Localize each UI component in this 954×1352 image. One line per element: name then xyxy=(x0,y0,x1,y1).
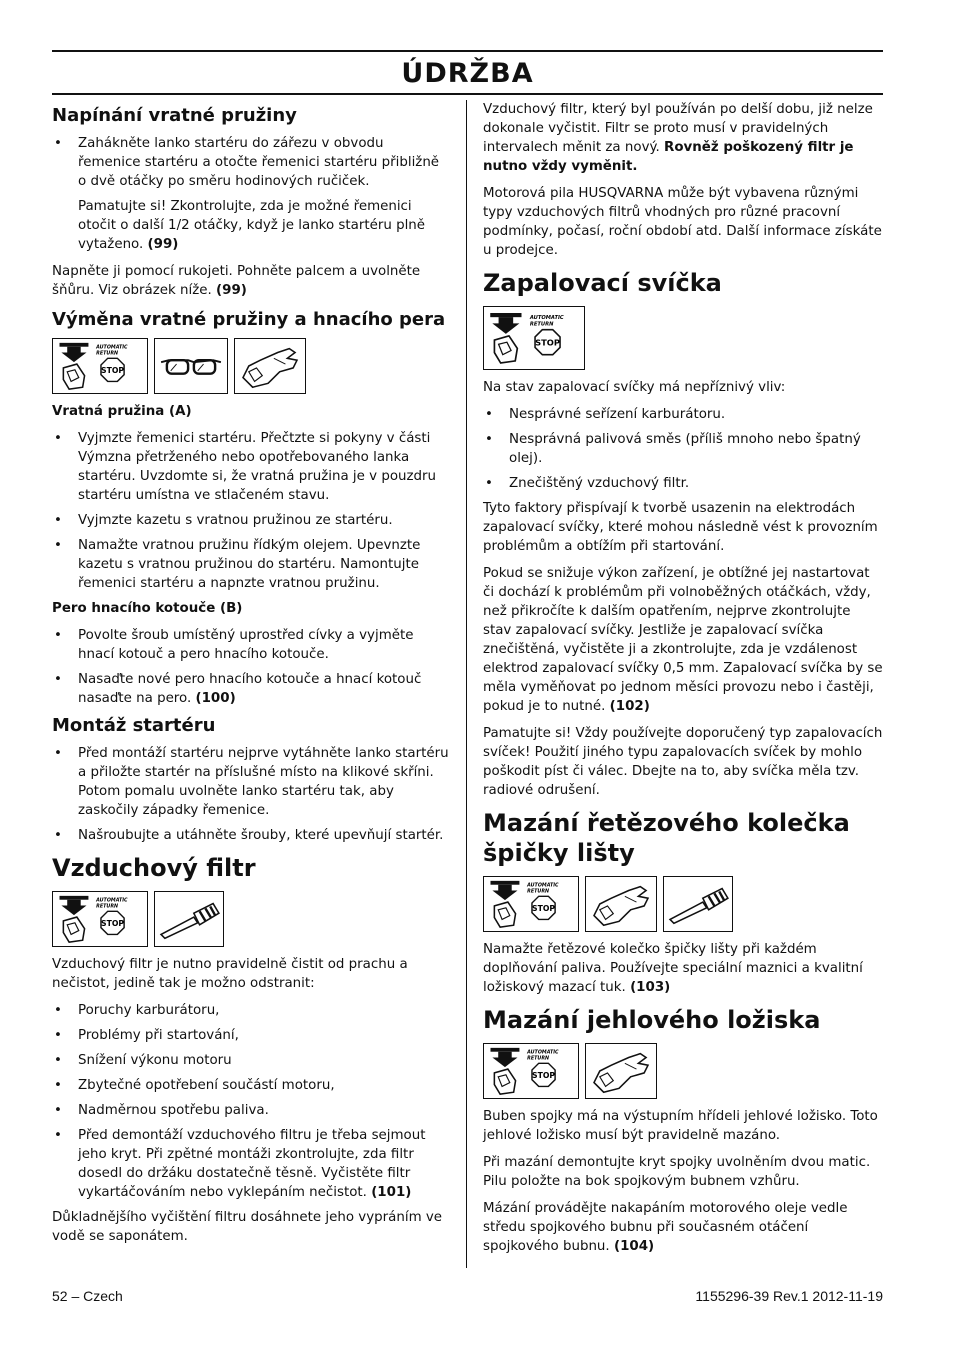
bullet-list xyxy=(52,1001,450,1202)
paragraph: Tyto faktory přispívají k tvorbě usazenin na elektrodách zapalovací svíčky, které mohou následně vést k provozním problémům a obtížím při startování. xyxy=(483,501,878,554)
symbol-row xyxy=(52,338,450,394)
icon-text: STOP xyxy=(535,337,560,348)
list-item xyxy=(52,670,450,708)
glove-icon xyxy=(234,338,306,394)
icon-text: RETURN xyxy=(529,321,554,328)
brush-icon xyxy=(663,876,733,932)
figure-ref: (103) xyxy=(630,980,671,995)
page-title: ÚDRŽBA xyxy=(401,58,534,89)
list-item: • Zahákněte lanko startéru do zářezu v obvodu řemenice startéru a otočte řemenici startéru přibližně o dvě otáčky po směru hodinových ručiček. xyxy=(52,134,450,191)
paragraph xyxy=(483,100,883,176)
note-paragraph xyxy=(52,197,450,254)
symbol-row xyxy=(52,891,450,947)
icon-text: RETURN xyxy=(96,904,119,910)
section-heading: Mazání jehlového ložiska xyxy=(483,1006,821,1034)
goggles-icon xyxy=(154,338,228,394)
title-rule-top xyxy=(52,50,883,52)
section-heading: Výměna vratné pružiny a hnacího pera xyxy=(52,309,446,330)
icon-text: AUTOMATIC xyxy=(527,883,559,889)
figure-ref: (101) xyxy=(371,1185,412,1200)
icon-text: STOP xyxy=(101,918,125,928)
icon-text: AUTOMATIC xyxy=(96,345,128,351)
column-divider xyxy=(466,100,467,1268)
list-item xyxy=(52,1126,450,1202)
icon-text: RETURN xyxy=(527,1056,550,1062)
list-item-text: Před demontáží vzduchového filtru je třeba sejmout jeho kryt. Při zpětné montáži zkontrolujte, zda filtr dosedl do držáku dostatečně těsně. Vyčistěte filtr vykartáčováním nebo vyklepáním nečistot. xyxy=(78,1128,426,1200)
bullet-list xyxy=(52,134,450,191)
paragraph xyxy=(483,564,883,716)
page-number: 52 – Czech xyxy=(52,1288,123,1304)
list-item: • Vyjmzte řemenici startéru. Přečtzte si pokyny v části Výmzna přetrženého nebo opotřebovaného lanka startéru. Uvzdomte si, že vratná pružina je v pouzdru startéru umístna ve stlačeném stavu. xyxy=(52,429,450,505)
icon-text: AUTOMATIC xyxy=(527,1050,559,1056)
figure-ref: (102) xyxy=(609,699,650,714)
symbol-row xyxy=(483,1043,883,1099)
subsection-heading: Pero hnacího kotouče (B) xyxy=(52,601,243,616)
glove-icon xyxy=(585,1043,657,1099)
bullet-list xyxy=(483,405,883,493)
list-item: • Našroubujte a utáhněte šrouby, které upevňují startér. xyxy=(52,826,450,845)
section-heading: Vzduchový filtr xyxy=(52,854,256,882)
list-item: • Nesprávná palivová směs (příliš mnoho nebo špatný olej). xyxy=(483,430,883,468)
symbol-row xyxy=(483,876,883,932)
icon-text: AUTOMATIC xyxy=(529,315,564,322)
subsection-heading: Vratná pružina (A) xyxy=(52,404,192,419)
paragraph xyxy=(483,940,883,997)
paragraph: Motorová pila HUSQVARNA může být vybavena různými typy vzduchových filtrů vhodných pro různé pracovní podmínky, počasí, roční období atd. Další informace získáte u prodejce. xyxy=(483,186,882,258)
list-item: • Namažte vratnou pružinu řídkým olejem. Upevnzte kazetu s vratnou pružinou do startéru. Namontujte řemenici startéru a napnzte vratnou pružinu. xyxy=(52,536,450,593)
icon-text: STOP xyxy=(532,1070,556,1080)
list-item: • Zbytečné opotřebení součástí motoru, xyxy=(52,1076,450,1095)
paragraph xyxy=(52,262,450,300)
paragraph xyxy=(483,1199,883,1256)
list-item: • Nesprávné seřízení karburátoru. xyxy=(483,405,883,424)
figure-ref: (99) xyxy=(147,237,179,252)
stop-engine-icon xyxy=(52,891,148,947)
icon-text: STOP xyxy=(532,903,556,913)
brush-icon xyxy=(154,891,224,947)
icon-text: RETURN xyxy=(527,889,550,895)
figure-ref: (99) xyxy=(216,283,247,298)
list-item: • Nadměrnou spotřebu paliva. xyxy=(52,1101,450,1120)
stop-engine-icon xyxy=(483,306,585,370)
list-item: • Snížení výkonu motoru xyxy=(52,1051,450,1070)
section-heading: Mazání řetězového kolečka špičky lišty xyxy=(483,809,850,867)
stop-engine-icon xyxy=(52,338,148,394)
list-item-text: Nasaďte nové pero hnacího kotouče a hnací kotouč nasaďte na pero. xyxy=(78,672,422,706)
paragraph: Při mazání demontujte kryt spojky uvolněním dvou matic. Pilu položte na bok spojkovým bubnem vzhůru. xyxy=(483,1155,871,1189)
symbol-row xyxy=(483,306,883,370)
list-item: • Znečištěný vzduchový filtr. xyxy=(483,474,883,493)
icon-text: RETURN xyxy=(96,351,119,357)
icon-text: STOP xyxy=(101,365,125,375)
paragraph-text: Namažte řetězové kolečko špičky lišty při každém doplňování paliva. Používejte speciální maznici a kvalitní ložiskový mazací tuk. xyxy=(483,942,863,995)
bold-text: Rovněž poškozený filtr je nutno vždy vyměnit. xyxy=(483,140,854,174)
document-revision: 1155296-39 Rev.1 2012-11-19 xyxy=(695,1288,883,1304)
bullet-list xyxy=(52,744,450,845)
stop-engine-icon xyxy=(483,876,579,932)
bullet-list xyxy=(52,626,450,708)
note-text: Pamatujte si! Zkontrolujte, zda je možné řemenici otočit o další 1/2 otáčky, když je lanko startéru plně vytaženo. xyxy=(78,199,426,252)
paragraph-text: Mázání provádějte nakapáním motorového oleje vedle středu spojkového bubnu při současném otáčení spojkového bubnu. xyxy=(483,1201,848,1254)
paragraph-text: Pokud se snižuje výkon zařízení, je obtížné jej nastartovat či dochází k problémům při volnoběžných otáčkách, vždy, než přikročíte k dalším opatřením, nejprve zkontrolujte stav zapalovací svíčky. Jestliže je zapalovací svíčka znečištěná, vyčistěte ji a zkontrolujte, zda je vzdálenost elektrod zapalovací svíčky 0,5 mm. Zapalovací svíčka by se měla vyměňovat po jednom měsíci provozu nebo i častěji, pokud je to nutné. xyxy=(483,566,883,714)
title-rule-bottom xyxy=(52,93,883,95)
paragraph: Důkladnějšího vyčištění filtru dosáhnete jeho vypráním ve vodě se saponátem. xyxy=(52,1210,443,1244)
section-heading: Montáž startéru xyxy=(52,715,216,736)
paragraph: Pamatujte si! Vždy používejte doporučený typ zapalovacích svíček! Použití jiného typu zapalovacích svíček by mohlo poškodit píst či válec. Dbejte na to, aby svíčka měla tzv. radiové odrušení. xyxy=(483,726,883,798)
list-item: • Problémy při startování, xyxy=(52,1026,450,1045)
paragraph: Buben spojky má na výstupním hřídeli jehlové ložisko. Toto jehlové ložisko musí být pravidelně mazáno. xyxy=(483,1109,878,1143)
paragraph-text: Napněte ji pomocí rukojeti. Pohněte palcem a uvolněte šňůru. Viz obrázek níže. xyxy=(52,264,421,298)
figure-ref: (100) xyxy=(195,691,236,706)
paragraph: Na stav zapalovací svíčky má nepříznivý vliv: xyxy=(483,380,786,395)
paragraph: Vzduchový filtr je nutno pravidelně čistit od prachu a nečistot, jedině tak je možno odstranit: xyxy=(52,957,408,991)
list-item: • Vyjmzte kazetu s vratnou pružinou ze startéru. xyxy=(52,511,450,530)
icon-text: AUTOMATIC xyxy=(96,898,128,904)
figure-ref: (104) xyxy=(613,1239,655,1254)
right-column xyxy=(483,100,883,1264)
section-heading: Zapalovací svíčka xyxy=(483,269,722,297)
bullet-list xyxy=(52,429,450,593)
paragraph-text: Vzduchový filtr, který byl používán po delší dobu, již nelze dokonale vyčistit. Filtr se proto musí v pravidelných intervalech měnit za nový. xyxy=(483,102,873,155)
section-heading: Napínání vratné pružiny xyxy=(52,105,297,126)
glove-icon xyxy=(585,876,657,932)
list-item: • Povolte šroub umístěný uprostřed cívky a vyjměte hnací kotouč a pero hnacího kotouče. xyxy=(52,626,450,664)
left-column xyxy=(52,100,450,1254)
stop-engine-icon xyxy=(483,1043,579,1099)
list-item: • Před montáží startéru nejprve vytáhněte lanko startéru a přiložte startér na příslušné místo na klikové skříni. Potom pomalu uvolněte lanko startéru tak, aby zaskočily západky řemenice. xyxy=(52,744,450,820)
list-item: • Poruchy karburátoru, xyxy=(52,1001,450,1020)
